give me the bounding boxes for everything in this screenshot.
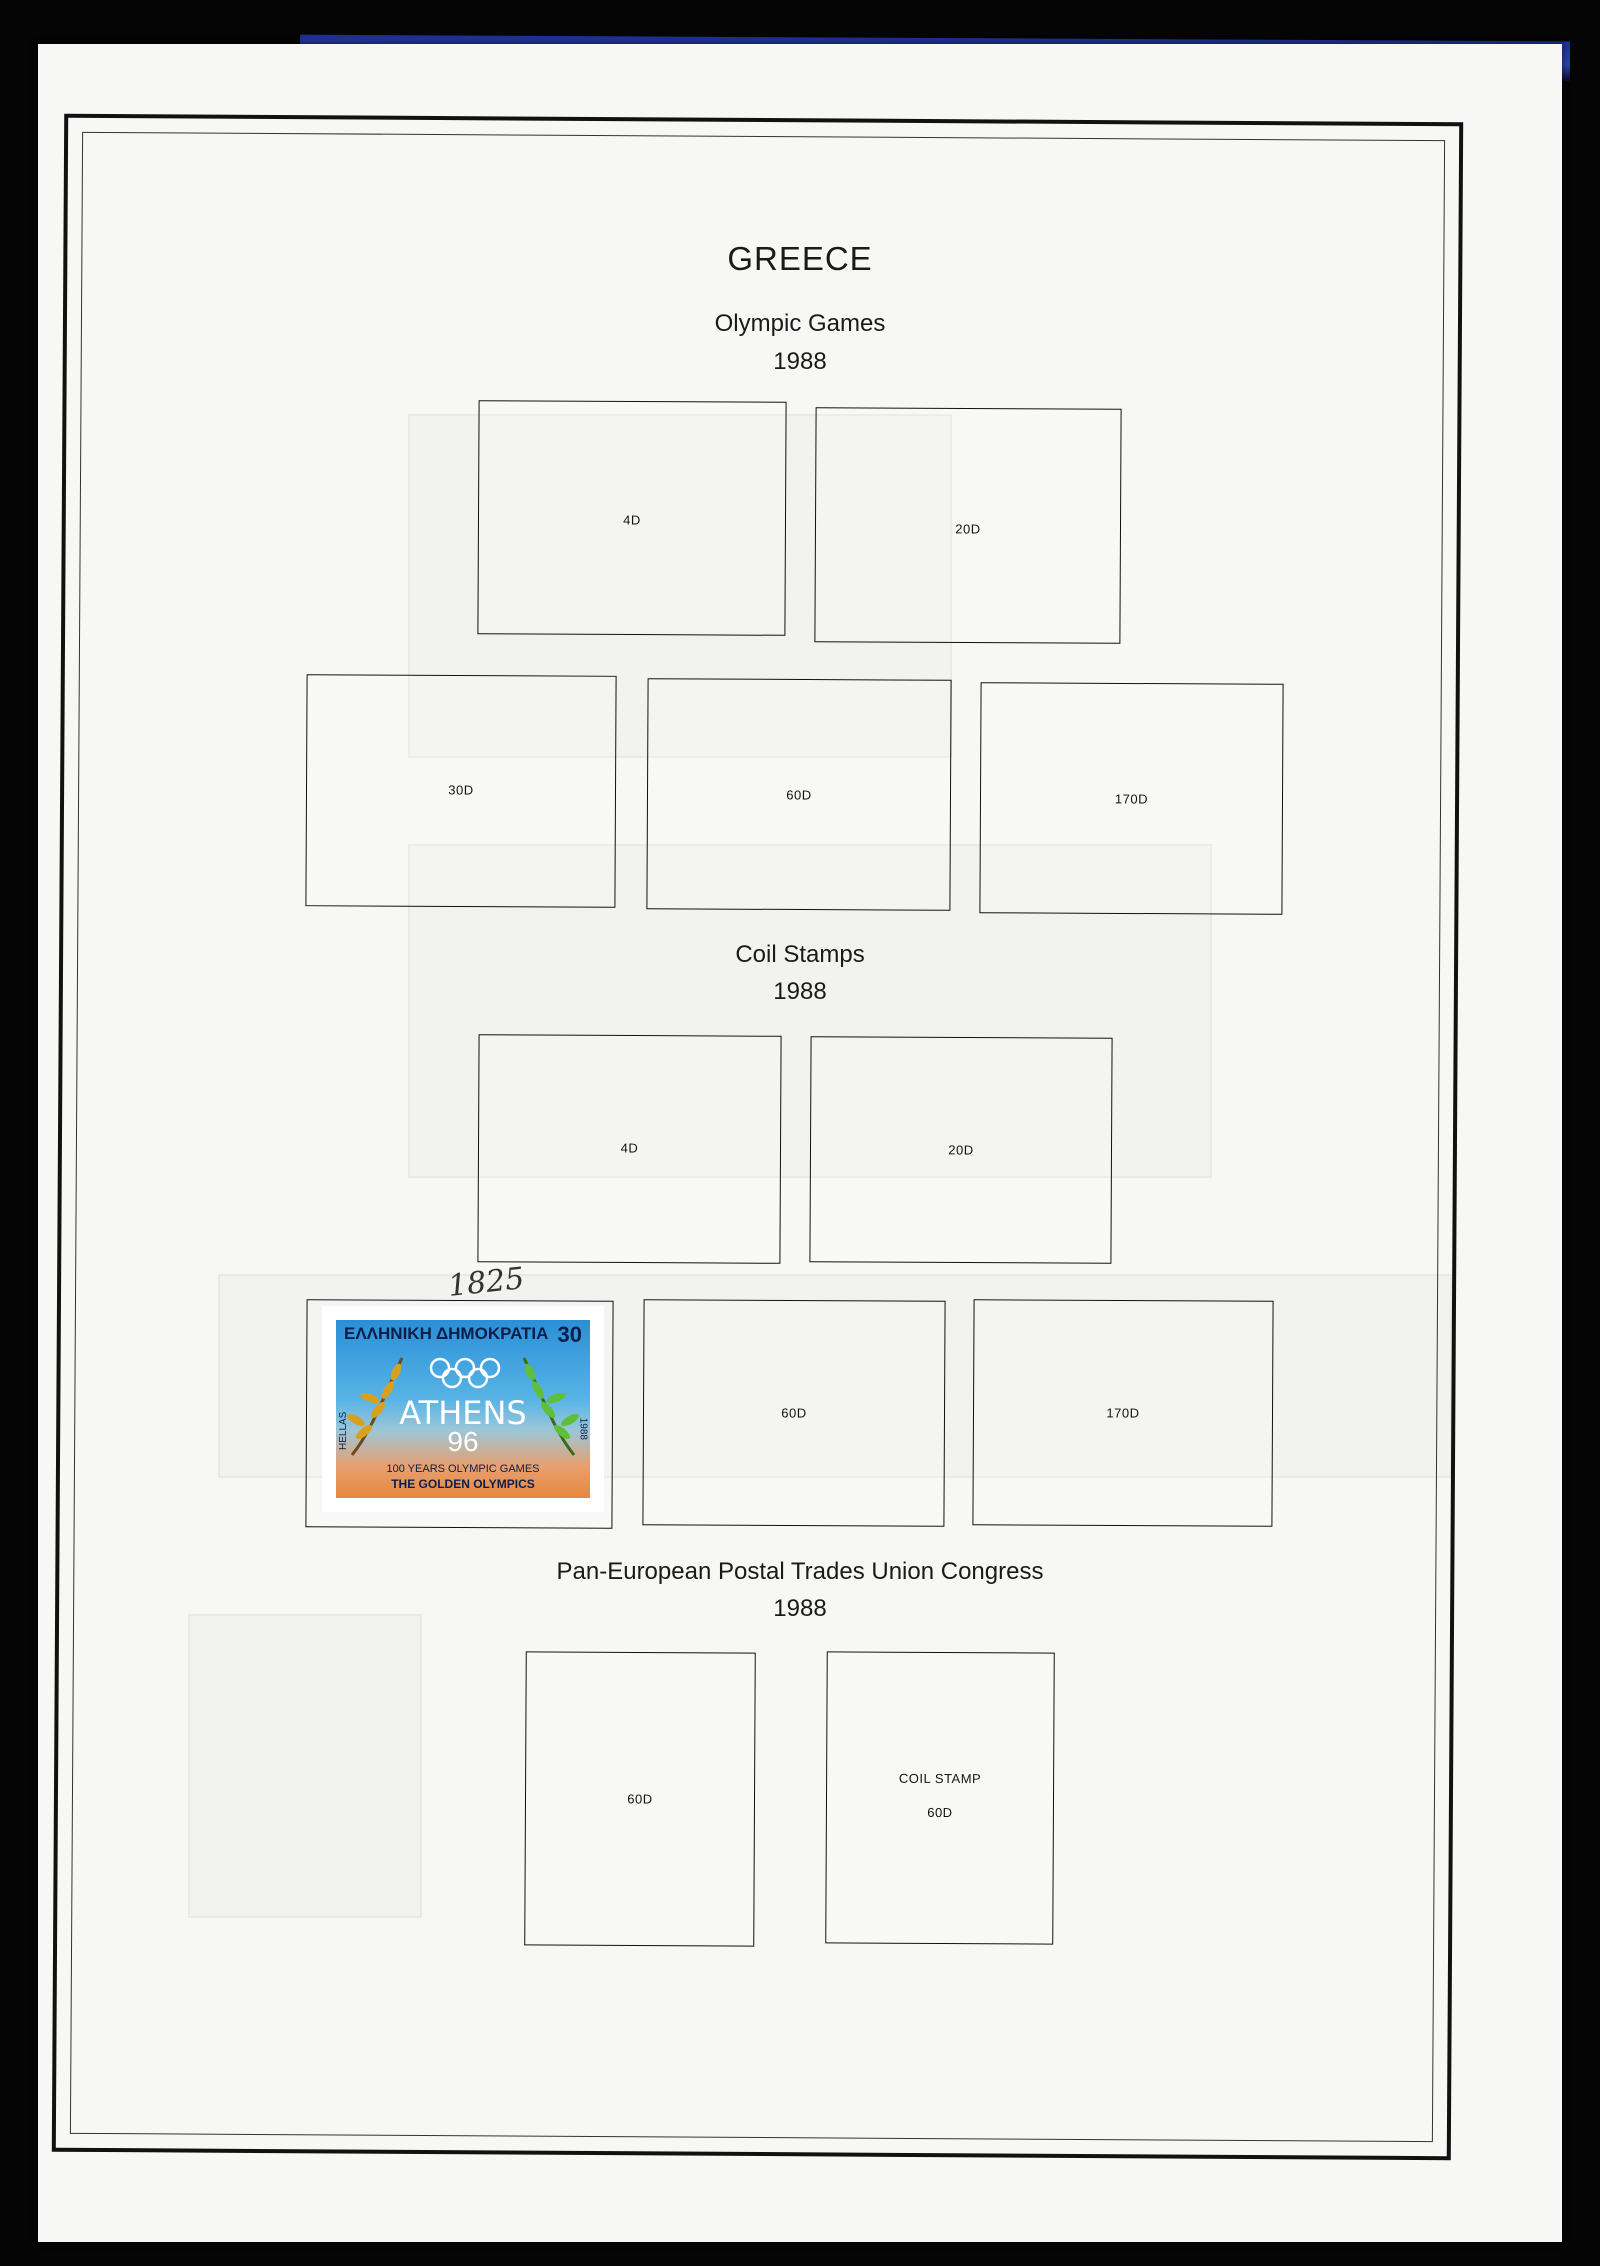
- stamp-slot[interactable]: [477, 400, 786, 636]
- olympic-rings-icon: [420, 1356, 510, 1390]
- stamp-slot[interactable]: [524, 1651, 756, 1946]
- slot-label: COIL STAMP: [898, 1770, 982, 1787]
- slot-value: 4D: [623, 512, 641, 528]
- stamp-slot[interactable]: [642, 1299, 945, 1527]
- page-title: GREECE: [727, 240, 873, 277]
- section-heading-pan-european: Pan-European Postal Trades Union Congress: [556, 1558, 1044, 1585]
- slot-value: 20D: [955, 521, 981, 537]
- section-year: 1988: [773, 1595, 827, 1622]
- slot-value: 60D: [781, 1405, 807, 1421]
- stamp-country-text: ΕΛΛΗΝΙΚΗ ΔΗΜΟΚΡΑΤΙΑ: [344, 1324, 549, 1343]
- handwritten-note: 1825: [446, 1261, 526, 1304]
- stamp-slot[interactable]: [979, 682, 1283, 915]
- stamp-slot[interactable]: [809, 1036, 1112, 1264]
- stamp-caption-line1: 100 YEARS OLYMPIC GAMES: [386, 1463, 540, 1475]
- stamp-year-short: 96: [447, 1426, 479, 1457]
- slot-value: 170D: [1106, 1405, 1140, 1421]
- section-year: 1988: [773, 978, 827, 1005]
- slot-value: 60D: [786, 787, 812, 803]
- stamp-caption-line2: THE GOLDEN OLYMPICS: [391, 1477, 535, 1491]
- stamp-value: 30: [557, 1322, 582, 1347]
- stamp-athens-text: ATHENS: [399, 1394, 527, 1432]
- stamp-slot[interactable]: [814, 407, 1121, 644]
- stamp-slot[interactable]: [477, 1034, 781, 1264]
- slot-value: 30D: [448, 782, 474, 798]
- slot-value: 60D: [627, 1791, 653, 1807]
- slot-value: 4D: [620, 1140, 639, 1156]
- stamp-slot[interactable]: [646, 678, 951, 911]
- stamp-hellas-text: HELLAS: [338, 1411, 349, 1450]
- stamp-design: [336, 1320, 590, 1498]
- stamp-slot[interactable]: [972, 1299, 1273, 1527]
- section-year: 1988: [773, 348, 827, 375]
- slot-value: 20D: [948, 1142, 974, 1158]
- section-heading-olympic-games: Olympic Games: [714, 310, 886, 337]
- section-heading-coil-stamps: Coil Stamps: [735, 941, 865, 968]
- slot-value: 170D: [1114, 791, 1149, 807]
- stamp-slot[interactable]: [825, 1651, 1055, 1944]
- stamp-slot[interactable]: [305, 674, 616, 908]
- stamp-year: 1988: [577, 1417, 588, 1440]
- slot-value: 60D: [927, 1804, 953, 1821]
- mounted-stamp[interactable]: [322, 1306, 604, 1512]
